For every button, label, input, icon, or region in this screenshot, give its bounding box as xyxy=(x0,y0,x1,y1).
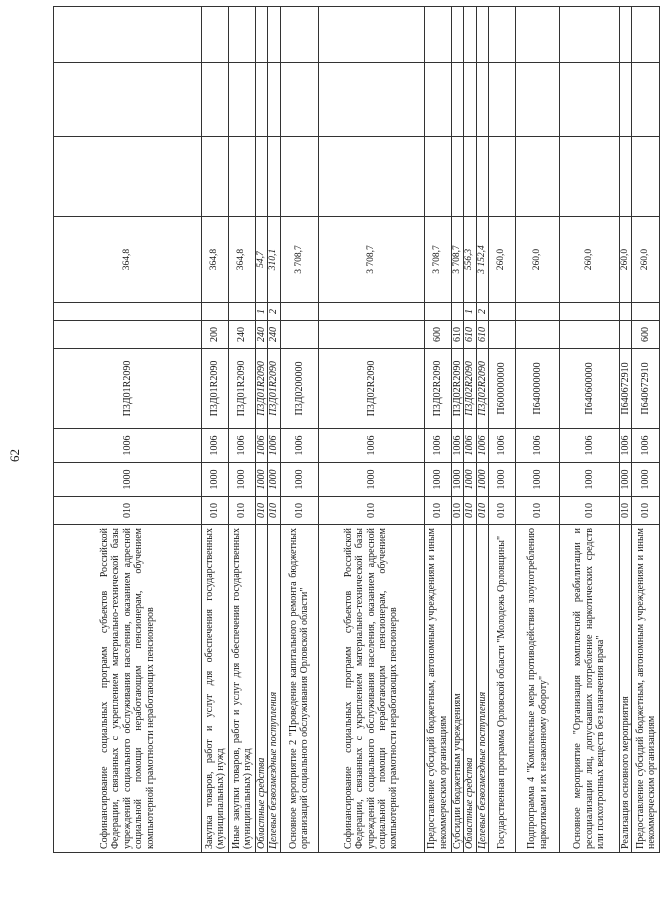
amount-col-2 xyxy=(632,137,660,217)
table-row xyxy=(280,7,318,853)
table-row xyxy=(451,7,463,853)
target-article: П3Д02R2090 xyxy=(464,349,476,429)
amount-value: 3 708,7 xyxy=(451,217,463,303)
row-name: Субсидии бюджетным учреждениям xyxy=(451,525,463,853)
section-code: 1000 xyxy=(476,463,488,497)
amount-col-3 xyxy=(560,63,620,137)
amount-value: 3 708,7 xyxy=(424,217,451,303)
amount-col-2 xyxy=(268,137,280,217)
amount-col-3 xyxy=(489,63,516,137)
funding-source xyxy=(489,303,516,321)
expense-type xyxy=(516,321,560,349)
expense-type: 600 xyxy=(424,321,451,349)
subsection-code: 1006 xyxy=(489,429,516,463)
admin-code: 010 xyxy=(280,497,318,525)
amount-col-2 xyxy=(489,137,516,217)
amount-col-3 xyxy=(229,63,256,137)
amount-col-2 xyxy=(424,137,451,217)
expense-type xyxy=(54,321,202,349)
table-row xyxy=(268,7,280,853)
subsection-code: 1006 xyxy=(280,429,318,463)
row-name: Областные средства xyxy=(256,525,268,853)
row-name: Предоставление субсидий бюджетным, автономным учреждениям и иным некоммерческим организациям xyxy=(632,525,660,853)
section-code: 1000 xyxy=(464,463,476,497)
admin-code: 010 xyxy=(202,497,229,525)
table-body xyxy=(54,7,660,853)
amount-value: 556,3 xyxy=(464,217,476,303)
amount-value: 260,0 xyxy=(560,217,620,303)
target-article: П3Д02R2090 xyxy=(424,349,451,429)
target-article: П640600000 xyxy=(560,349,620,429)
funding-source xyxy=(424,303,451,321)
expense-type: 610 xyxy=(476,321,488,349)
amount-value: 364,8 xyxy=(54,217,202,303)
target-article: П640672910 xyxy=(620,349,632,429)
amount-col-3 xyxy=(268,63,280,137)
section-code: 1000 xyxy=(229,463,256,497)
amount-col-3 xyxy=(516,63,560,137)
row-name: Целевые безвозмездные поступления xyxy=(268,525,280,853)
subsection-code: 1006 xyxy=(476,429,488,463)
funding-source: 1 xyxy=(256,303,268,321)
amount-col-3 xyxy=(54,63,202,137)
admin-code: 010 xyxy=(256,497,268,525)
subsection-code: 1006 xyxy=(318,429,424,463)
target-article: П600000000 xyxy=(489,349,516,429)
funding-source: 2 xyxy=(476,303,488,321)
target-article: П3Д02R2090 xyxy=(318,349,424,429)
target-article: П3Д01R2090 xyxy=(54,349,202,429)
section-code: 1000 xyxy=(268,463,280,497)
amount-col-3 xyxy=(424,63,451,137)
amount-col-4 xyxy=(229,7,256,63)
subsection-code: 1006 xyxy=(516,429,560,463)
amount-value: 310,1 xyxy=(268,217,280,303)
expense-type: 200 xyxy=(202,321,229,349)
target-article: П3Д01R2090 xyxy=(229,349,256,429)
amount-col-3 xyxy=(632,63,660,137)
table-row xyxy=(560,7,620,853)
subsection-code: 1006 xyxy=(54,429,202,463)
section-code: 1000 xyxy=(620,463,632,497)
amount-col-4 xyxy=(516,7,560,63)
section-code: 1000 xyxy=(560,463,620,497)
subsection-code: 1006 xyxy=(560,429,620,463)
amount-col-4 xyxy=(280,7,318,63)
section-code: 1000 xyxy=(489,463,516,497)
subsection-code: 1006 xyxy=(451,429,463,463)
table-row xyxy=(424,7,451,853)
amount-col-3 xyxy=(256,63,268,137)
amount-value: 260,0 xyxy=(489,217,516,303)
expense-type xyxy=(318,321,424,349)
row-name: Софинансирование социальных программ субъектов Российской Федерации, связанных с укреплением материально-технической базы учреждений социального обслуживания населения, оказанием адресной социальной помощи неработающим пенсионерам, обучением компьютерной грамотности неработающих пенсионеров xyxy=(318,525,424,853)
subsection-code: 1006 xyxy=(464,429,476,463)
amount-col-4 xyxy=(620,7,632,63)
expense-type: 600 xyxy=(632,321,660,349)
funding-source: 1 xyxy=(464,303,476,321)
subsection-code: 1006 xyxy=(632,429,660,463)
page-number: 62 xyxy=(7,449,22,462)
amount-col-3 xyxy=(318,63,424,137)
expense-type: 240 xyxy=(268,321,280,349)
amount-value: 54,7 xyxy=(256,217,268,303)
funding-source xyxy=(620,303,632,321)
admin-code: 010 xyxy=(620,497,632,525)
amount-value: 260,0 xyxy=(620,217,632,303)
admin-code: 010 xyxy=(476,497,488,525)
admin-code: 010 xyxy=(424,497,451,525)
table-row xyxy=(632,7,660,853)
amount-col-2 xyxy=(229,137,256,217)
target-article: П3Д01R2090 xyxy=(256,349,268,429)
subsection-code: 1006 xyxy=(202,429,229,463)
amount-col-3 xyxy=(280,63,318,137)
row-name: Иные закупки товаров, работ и услуг для обеспечения государственных (муниципальных) нужд xyxy=(229,525,256,853)
table-row xyxy=(476,7,488,853)
table-row xyxy=(229,7,256,853)
amount-col-2 xyxy=(620,137,632,217)
admin-code: 010 xyxy=(489,497,516,525)
amount-value: 3 708,7 xyxy=(318,217,424,303)
subsection-code: 1006 xyxy=(256,429,268,463)
row-name: Софинансирование социальных программ субъектов Российской Федерации, связанных с укреплением материально-технической базы учреждений социального обслуживания населения, оказанием адресной социальной помощи неработающим пенсионерам, обучением компьютерной грамотности неработающих пенсионеров xyxy=(54,525,202,853)
row-name: Областные средства xyxy=(464,525,476,853)
amount-col-3 xyxy=(451,63,463,137)
section-code: 1000 xyxy=(632,463,660,497)
funding-source xyxy=(516,303,560,321)
section-code: 1000 xyxy=(424,463,451,497)
amount-col-2 xyxy=(451,137,463,217)
expense-type: 240 xyxy=(256,321,268,349)
admin-code: 010 xyxy=(632,497,660,525)
table-row xyxy=(202,7,229,853)
expense-type xyxy=(280,321,318,349)
amount-col-4 xyxy=(560,7,620,63)
amount-col-4 xyxy=(476,7,488,63)
amount-col-3 xyxy=(620,63,632,137)
subsection-code: 1006 xyxy=(424,429,451,463)
table-row xyxy=(256,7,268,853)
target-article: П640672910 xyxy=(632,349,660,429)
funding-source xyxy=(560,303,620,321)
amount-col-4 xyxy=(464,7,476,63)
funding-source xyxy=(318,303,424,321)
amount-col-4 xyxy=(489,7,516,63)
table-row xyxy=(54,7,202,853)
row-name: Подпрограмма 4 "Комплексные меры противодействия злоупотреблению наркотиками и их незаконному обороту" xyxy=(516,525,560,853)
target-article: П640000000 xyxy=(516,349,560,429)
section-code: 1000 xyxy=(451,463,463,497)
amount-value: 3 152,4 xyxy=(476,217,488,303)
amount-value: 364,8 xyxy=(229,217,256,303)
amount-col-2 xyxy=(516,137,560,217)
funding-source xyxy=(632,303,660,321)
section-code: 1000 xyxy=(318,463,424,497)
section-code: 1000 xyxy=(202,463,229,497)
amount-col-2 xyxy=(476,137,488,217)
amount-value: 364,8 xyxy=(202,217,229,303)
amount-col-2 xyxy=(318,137,424,217)
target-article: П3Д01R2090 xyxy=(268,349,280,429)
subsection-code: 1006 xyxy=(620,429,632,463)
row-name: Реализация основного мероприятия xyxy=(620,525,632,853)
amount-col-2 xyxy=(280,137,318,217)
target-article: П3Д0200000 xyxy=(280,349,318,429)
expense-type xyxy=(620,321,632,349)
expense-type xyxy=(489,321,516,349)
amount-col-4 xyxy=(632,7,660,63)
section-code: 1000 xyxy=(256,463,268,497)
table-row xyxy=(620,7,632,853)
amount-value: 260,0 xyxy=(632,217,660,303)
expense-type: 610 xyxy=(464,321,476,349)
amount-col-2 xyxy=(464,137,476,217)
amount-col-2 xyxy=(54,137,202,217)
amount-col-4 xyxy=(256,7,268,63)
expense-type: 610 xyxy=(451,321,463,349)
amount-value: 260,0 xyxy=(516,217,560,303)
funding-source xyxy=(229,303,256,321)
row-name: Государственная программа Орловской области "Молодежь Орловщины" xyxy=(489,525,516,853)
funding-source: 2 xyxy=(268,303,280,321)
target-article: П3Д01R2090 xyxy=(202,349,229,429)
section-code: 1000 xyxy=(54,463,202,497)
subsection-code: 1006 xyxy=(268,429,280,463)
amount-col-3 xyxy=(202,63,229,137)
amount-value: 3 708,7 xyxy=(280,217,318,303)
funding-source xyxy=(54,303,202,321)
amount-col-4 xyxy=(451,7,463,63)
admin-code: 010 xyxy=(451,497,463,525)
amount-col-4 xyxy=(202,7,229,63)
amount-col-4 xyxy=(268,7,280,63)
section-code: 1000 xyxy=(280,463,318,497)
table-row xyxy=(516,7,560,853)
amount-col-4 xyxy=(318,7,424,63)
amount-col-2 xyxy=(202,137,229,217)
expense-type: 240 xyxy=(229,321,256,349)
amount-col-4 xyxy=(424,7,451,63)
admin-code: 010 xyxy=(318,497,424,525)
table-row xyxy=(489,7,516,853)
budget-table xyxy=(53,6,660,853)
table-row xyxy=(464,7,476,853)
row-name: Целевые безвозмездные поступления xyxy=(476,525,488,853)
funding-source xyxy=(451,303,463,321)
amount-col-4 xyxy=(54,7,202,63)
admin-code: 010 xyxy=(560,497,620,525)
table-row xyxy=(318,7,424,853)
target-article: П3Д02R2090 xyxy=(451,349,463,429)
funding-source xyxy=(280,303,318,321)
row-name: Основное мероприятие "Организация комплексной реабилитации и ресоциализации лиц, допускавших потребление наркотических средств или психотропных веществ без назначения врача" xyxy=(560,525,620,853)
row-name: Предоставление субсидий бюджетным, автономным учреждениям и иным некоммерческим организациям xyxy=(424,525,451,853)
subsection-code: 1006 xyxy=(229,429,256,463)
target-article: П3Д02R2090 xyxy=(476,349,488,429)
amount-col-3 xyxy=(464,63,476,137)
admin-code: 010 xyxy=(54,497,202,525)
funding-source xyxy=(202,303,229,321)
admin-code: 010 xyxy=(464,497,476,525)
amount-col-3 xyxy=(476,63,488,137)
row-name: Основное мероприятие 2 "Проведение капитального ремонта бюджетных организаций социального обслуживания Орловской области" xyxy=(280,525,318,853)
expense-type xyxy=(560,321,620,349)
admin-code: 010 xyxy=(229,497,256,525)
admin-code: 010 xyxy=(268,497,280,525)
row-name: Закупка товаров, работ и услуг для обеспечения государственных (муниципальных) нужд xyxy=(202,525,229,853)
section-code: 1000 xyxy=(516,463,560,497)
admin-code: 010 xyxy=(516,497,560,525)
amount-col-2 xyxy=(560,137,620,217)
amount-col-2 xyxy=(256,137,268,217)
